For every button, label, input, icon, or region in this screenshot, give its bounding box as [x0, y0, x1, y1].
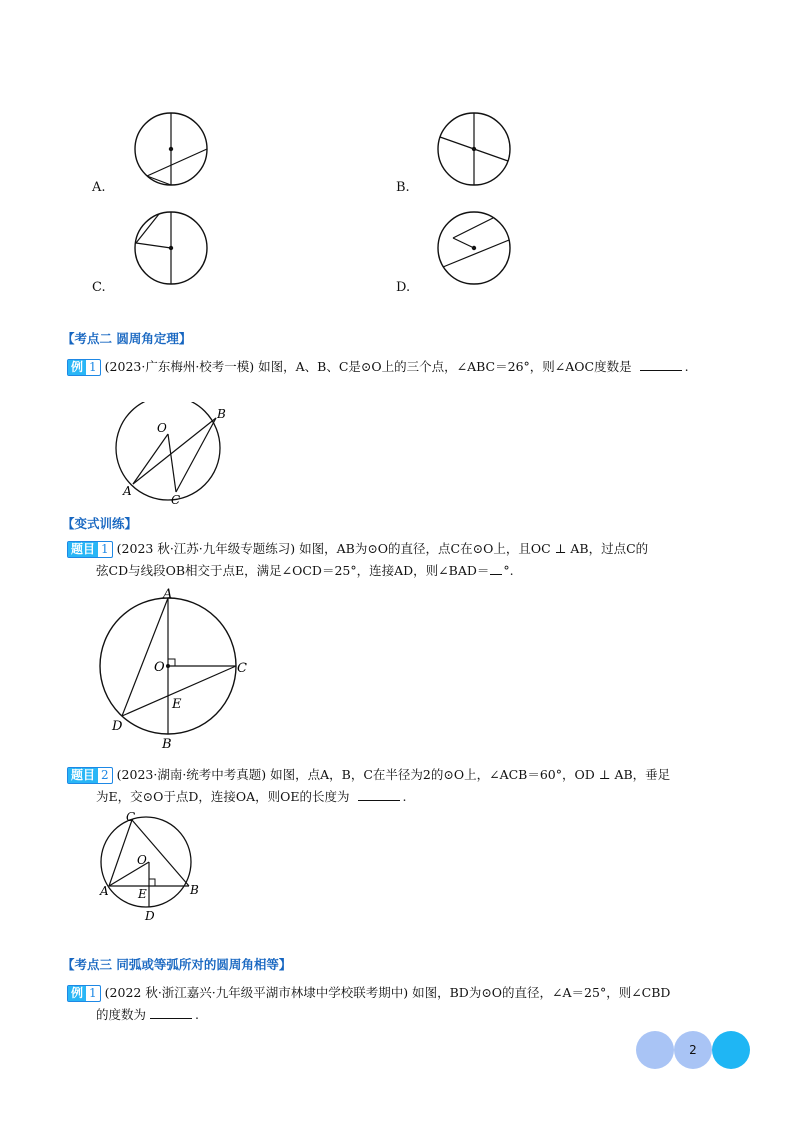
option-d-label[interactable]: D.: [396, 280, 411, 295]
label-c: C: [171, 493, 181, 507]
label-b: B: [190, 883, 199, 897]
option-d-figure: [436, 210, 514, 288]
label-o: O: [154, 660, 165, 675]
label-b: B: [217, 407, 226, 421]
variant-q2-line2: 为E，交⊙O于点D，连接OA，则OE的长度为 .: [96, 789, 407, 804]
label-o: O: [157, 421, 167, 435]
variant-q1-line2: 弦CD与线段OB相交于点E，满足∠OCD＝25°，连接AD，则∠BAD＝ °.: [96, 563, 514, 578]
label-d: D: [145, 909, 155, 923]
answer-blank[interactable]: [640, 358, 682, 371]
page-number: 2: [689, 1043, 697, 1057]
question-tag: 题目 2: [67, 767, 113, 784]
variant-q1-figure: [98, 584, 258, 752]
answer-blank[interactable]: [490, 562, 502, 575]
label-b: B: [162, 737, 172, 752]
badge-circle-right: [712, 1031, 750, 1069]
label-a: A: [100, 884, 109, 898]
example-tag: 例 1: [67, 985, 101, 1002]
label-a: A: [163, 587, 173, 602]
section3-example-line1: 例 1 (2022 秋·浙江嘉兴·九年级平湖市林埭中学校联考期中) 如图，BD为⊙O的直径，∠A＝25°，则∠CBD: [67, 984, 670, 1002]
option-a-figure: [133, 111, 211, 189]
badge-circle-left: [636, 1031, 674, 1069]
section2-example-figure: [105, 402, 240, 512]
option-c-label[interactable]: C.: [92, 280, 106, 295]
example-tag: 例 1: [67, 359, 101, 376]
section-title-variant: 【变式训练】: [62, 516, 138, 531]
page-badge: [636, 1029, 754, 1069]
option-b-label[interactable]: B.: [396, 180, 410, 195]
label-a: A: [123, 484, 132, 498]
section-title-3: 【考点三 同弧或等弧所对的圆周角相等】: [62, 957, 292, 972]
label-d: D: [112, 719, 123, 734]
answer-blank[interactable]: [150, 1006, 192, 1019]
answer-blank[interactable]: [358, 788, 400, 801]
label-c: C: [126, 810, 136, 824]
option-a-label[interactable]: A.: [92, 180, 106, 195]
section2-example-line1: 例 1 (2023·广东梅州·校考一模) 如图，A、B、C是⊙O上的三个点，∠ABC＝26°，则∠AOC度数是 .: [67, 358, 689, 376]
variant-q1-line1: 题目 1 (2023 秋·江苏·九年级专题练习) 如图，AB为⊙O的直径，点C在⊙O上，且OC ⊥ AB，过点C的: [67, 540, 648, 558]
question-tag: 题目 1: [67, 541, 113, 558]
section3-example-line2: 的度数为 .: [96, 1007, 199, 1022]
label-e: E: [138, 887, 147, 901]
example-text: (2023·广东梅州·校考一模) 如图，A、B、C是⊙O上的三个点，∠ABC＝26°，则∠AOC度数是: [104, 359, 632, 374]
label-e: E: [172, 697, 182, 712]
section-title-2: 【考点二 圆周角定理】: [62, 331, 192, 346]
option-b-figure: [436, 111, 514, 189]
option-c-figure: [133, 210, 211, 288]
label-o: O: [137, 853, 147, 867]
label-c: C: [237, 661, 247, 676]
variant-q2-line1: 题目 2 (2023·湖南·统考中考真题) 如图，点A，B，C在半径为2的⊙O上，∠ACB＝60°，OD ⊥ AB，垂足: [67, 766, 670, 784]
badge-circle-middle: [674, 1031, 712, 1069]
variant-q2-figure: [96, 810, 216, 925]
